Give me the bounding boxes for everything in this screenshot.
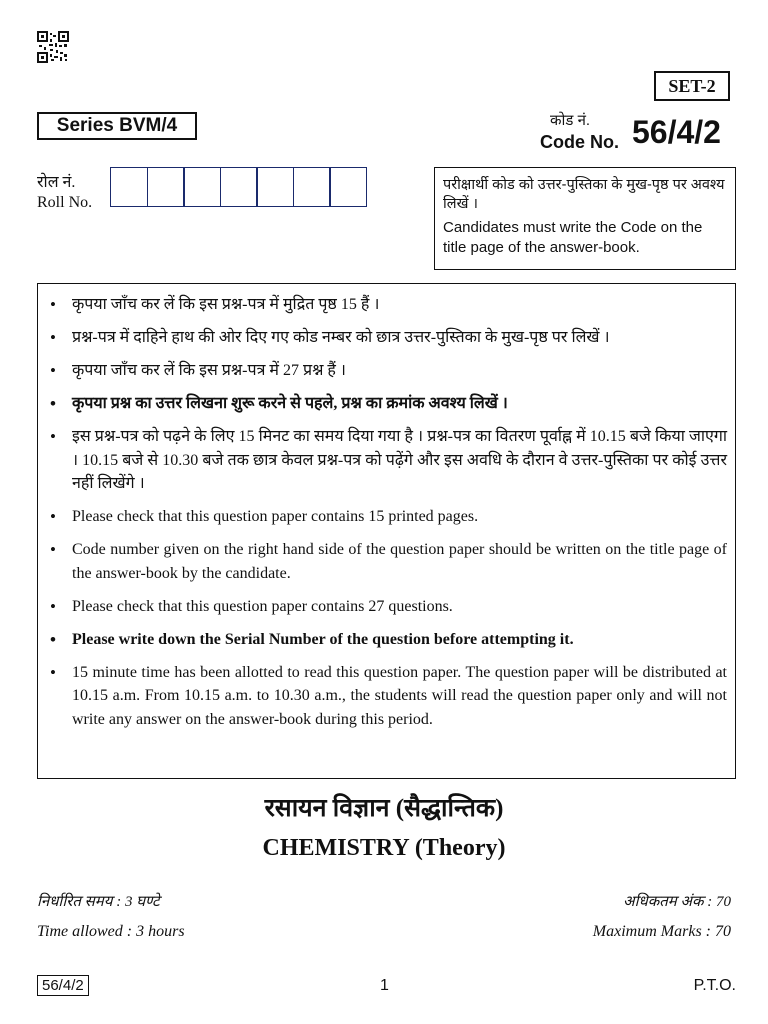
roll-number-cell[interactable] — [183, 167, 221, 207]
roll-number-cell[interactable] — [293, 167, 331, 207]
time-allowed-english: Time allowed : 3 hours — [37, 923, 185, 940]
code-label-hindi: कोड नं. — [550, 112, 591, 129]
code-label-english: Code No. — [540, 132, 619, 152]
roll-number-boxes[interactable] — [110, 167, 366, 207]
instruction-item: • Please check that this question paper contains 27 questions. — [46, 595, 727, 619]
maximum-marks-hindi: अधिकतम अंक : 70 — [623, 894, 731, 910]
notice-english: Candidates must write the Code on the title page of the answer-book. — [443, 219, 703, 256]
instruction-item: • Code number given on the right hand side of the question paper should be written on the title page of the answer-book by the candidate. — [46, 538, 727, 585]
maximum-marks-english: Maximum Marks : 70 — [592, 923, 731, 940]
roll-number-cell[interactable] — [256, 167, 294, 207]
roll-number-cell[interactable] — [110, 167, 148, 207]
candidate-notice-box — [434, 167, 736, 270]
footer-code: 56/4/2 — [37, 975, 89, 996]
instructions-list — [46, 293, 727, 731]
subject-title-hindi: रसायन विज्ञान (सैद्धान्तिक) — [264, 795, 504, 822]
notice-hindi: परीक्षार्थी कोड को उत्तर-पुस्तिका के मुख-पृष्ठ पर अवश्य लिखें । — [443, 177, 725, 212]
instruction-item: • कृपया प्रश्न का उत्तर लिखना शुरू करने से पहले, प्रश्न का क्रमांक अवश्य लिखें । — [46, 392, 727, 416]
set-label: SET-2 — [654, 71, 730, 101]
page-number: 1 — [380, 977, 389, 994]
qr-code-icon — [37, 31, 69, 63]
please-turn-over: P.T.O. — [693, 977, 736, 994]
instruction-item: • कृपया जाँच कर लें कि इस प्रश्न-पत्र में मुद्रित पृष्ठ 15 हैं । — [46, 293, 727, 317]
roll-number-cell[interactable] — [329, 167, 367, 207]
instruction-item: • कृपया जाँच कर लें कि इस प्रश्न-पत्र में 27 प्रश्न हैं । — [46, 359, 727, 383]
roll-label-english: Roll No. — [37, 194, 93, 211]
roll-label-hindi: रोल नं. — [37, 174, 76, 191]
code-number: 56/4/2 — [632, 114, 721, 150]
series-label: Series BVM/4 — [37, 112, 197, 140]
instructions-box — [37, 283, 736, 779]
instruction-item: • इस प्रश्न-पत्र को पढ़ने के लिए 15 मिनट का समय दिया गया है । प्रश्न-पत्र का वितरण पूर्वाह्न में 10.15 बजे किया जाएगा । 10.15 बजे से 10.30 बजे तक छात्र केवल प्रश्न-पत्र को पढ़ेंगे और इस अवधि के दौरान वे उत्तर-पुस्तिका पर कोई उत्तर नहीं लिखेंगे । — [46, 425, 727, 496]
instruction-item: • Please write down the Serial Number of the question before attempting it. — [46, 628, 727, 652]
roll-number-cell[interactable] — [220, 167, 258, 207]
roll-number-cell[interactable] — [147, 167, 185, 207]
subject-title-english: CHEMISTRY (Theory) — [262, 835, 506, 861]
instruction-item: • Please check that this question paper contains 15 printed pages. — [46, 505, 727, 529]
instruction-item: • 15 minute time has been allotted to read this question paper. The question paper will be distributed at 10.15 a.m. From 10.15 a.m. to 10.30 a.m., the students will read the question paper only and will not write any answer on the answer-book during this period. — [46, 661, 727, 732]
instruction-item: • प्रश्न-पत्र में दाहिने हाथ की ओर दिए गए कोड नम्बर को छात्र उत्तर-पुस्तिका के मुख-पृष्ठ पर लिखें । — [46, 326, 727, 350]
time-allowed-hindi: निर्धारित समय : 3 घण्टे — [37, 894, 160, 910]
